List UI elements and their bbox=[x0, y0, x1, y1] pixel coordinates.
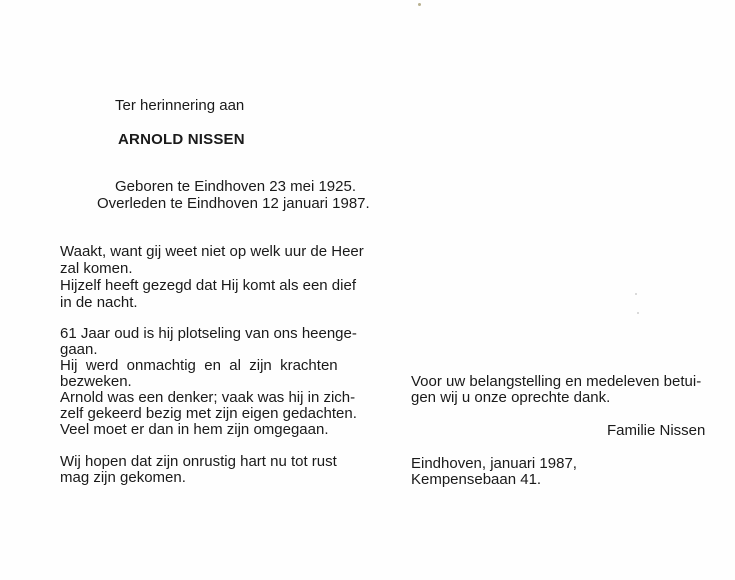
verse2-line: Arnold was een denker; vaak was hij in zich- bbox=[60, 389, 356, 406]
place-date: Eindhoven, januari 1987, bbox=[411, 455, 577, 472]
verse2-line: Hij werd onmachtig en al zijn krachten bbox=[60, 357, 338, 374]
verse3-line: mag zijn gekomen. bbox=[60, 469, 186, 486]
heading-in-memory: Ter herinnering aan bbox=[115, 97, 245, 114]
verse2-line: Veel moet er dan in hem zijn omgegaan. bbox=[60, 421, 329, 438]
death-line: Overleden te Eindhoven 12 januari 1987. bbox=[97, 195, 370, 212]
verse2-line: gaan. bbox=[60, 341, 98, 358]
address: Kempensebaan 41. bbox=[411, 471, 542, 488]
family-signature: Familie Nissen bbox=[607, 422, 706, 439]
verse3-line: Wij hopen dat zijn onrustig hart nu tot rust bbox=[60, 453, 337, 470]
verse1-line: in de nacht. bbox=[60, 294, 138, 311]
verse2-line: zelf gekeerd bezig met zijn eigen gedachten. bbox=[60, 405, 357, 422]
verse1-line: Waakt, want gij weet niet op welk uur de Heer bbox=[60, 243, 364, 260]
verse2-line: bezweken. bbox=[60, 373, 132, 390]
thanks-line: gen wij u onze oprechte dank. bbox=[411, 389, 611, 406]
verse2-line: 61 Jaar oud is hij plotseling van ons heenge- bbox=[60, 325, 357, 342]
print-speck bbox=[635, 293, 637, 295]
deceased-name: ARNOLD NISSEN bbox=[118, 131, 245, 148]
print-speck bbox=[637, 312, 639, 314]
verse1-line: Hijzelf heeft gezegd dat Hij komt als een dief bbox=[60, 277, 356, 294]
verse1-line: zal komen. bbox=[60, 260, 133, 277]
thanks-line: Voor uw belangstelling en medeleven betui- bbox=[411, 373, 702, 390]
print-speck bbox=[418, 3, 421, 6]
birth-line: Geboren te Eindhoven 23 mei 1925. bbox=[115, 178, 357, 195]
